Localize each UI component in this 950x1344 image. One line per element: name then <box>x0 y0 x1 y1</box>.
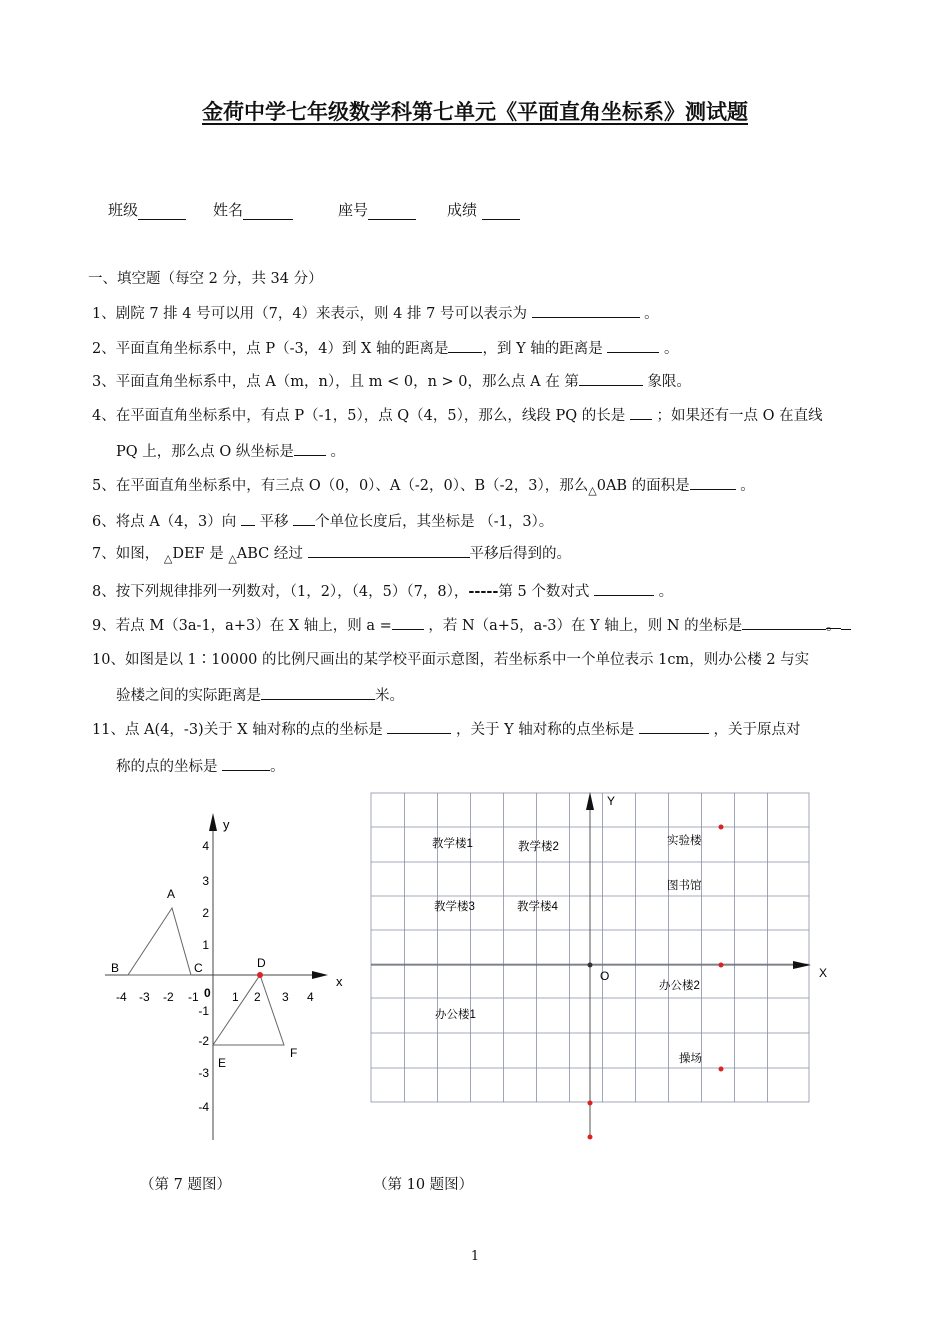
page-number: 1 <box>470 1249 480 1264</box>
office2-marker <box>719 963 724 968</box>
x-axis-label: X <box>819 966 828 980</box>
y-tick-label: 4 <box>202 839 209 853</box>
triangle-icon: △ <box>163 552 173 565</box>
figure-7-caption: （第 7 题图） <box>140 1177 231 1193</box>
y-tick-label: -2 <box>198 1034 209 1048</box>
answer-blank[interactable] <box>607 338 659 353</box>
answer-blank[interactable] <box>630 405 652 420</box>
y-axis-label: Y <box>607 794 616 808</box>
y-axis-marker <box>588 1135 593 1140</box>
class-field[interactable] <box>108 199 186 220</box>
question-2: 2、平面直角坐标系中，点 P（-3，4）到 X 轴的距离是 ，到 Y 轴的距离是 。 <box>92 337 679 358</box>
point-b-label: B <box>111 961 120 975</box>
section-heading: 一、填空题（每空 2 分，共 34 分） <box>88 271 323 287</box>
point-d-label: D <box>257 956 266 970</box>
y-axis-arrow-icon <box>209 813 217 831</box>
y-tick-label: 2 <box>202 906 209 920</box>
seat-label: 座号 <box>338 201 369 219</box>
question-3: 3、平面直角坐标系中，点 A（m，n），且 m < 0，n > 0，那么点 A 在 第 象限。 <box>92 370 691 391</box>
question-4-cont: PQ 上，那么点 O 纵坐标是 。 <box>116 440 345 461</box>
triangle-def <box>213 975 284 1045</box>
answer-blank[interactable] <box>261 685 375 700</box>
x-tick-label: 4 <box>307 990 314 1004</box>
answer-blank[interactable] <box>392 615 424 630</box>
seat-field[interactable] <box>338 199 416 220</box>
origin-label: O <box>600 969 610 983</box>
x-tick-label: 3 <box>282 990 289 1004</box>
y-axis-arrow-icon <box>586 792 594 810</box>
x-tick-label: -3 <box>139 990 150 1004</box>
point-e-label: E <box>218 1056 227 1070</box>
question-4: 4、在平面直角坐标系中，有点 P（-1，5），点 Q（4，5），那么，线段 PQ 的长是 ；如果还有一点 O 在直线 <box>92 404 823 425</box>
score-field[interactable] <box>447 199 520 220</box>
y-tick-label: 3 <box>202 874 209 888</box>
x-tick-label: -1 <box>188 990 199 1004</box>
page-title: 金荷中学七年级数学科第七单元《平面直角坐标系》测试题 <box>202 99 748 124</box>
seat-blank[interactable] <box>368 203 416 220</box>
point-d-marker <box>257 972 263 978</box>
name-field[interactable] <box>213 199 293 220</box>
question-6: 6、将点 A（4，3）向 平移 个单位长度后，其坐标是 （-1，3）。 <box>92 510 553 531</box>
y-axis-marker <box>588 1101 593 1106</box>
x-axis-arrow-icon <box>793 961 811 969</box>
y-tick-label: -4 <box>198 1100 209 1114</box>
x-tick-label: 2 <box>254 990 261 1004</box>
point-c-label: C <box>194 961 203 975</box>
playground-marker <box>719 1067 724 1072</box>
figure-10-caption: （第 10 题图） <box>373 1177 474 1193</box>
y-axis-label: y <box>223 817 230 832</box>
building-label: 图书馆 <box>667 880 702 892</box>
answer-blank[interactable] <box>742 615 826 630</box>
building-label: 教学楼2 <box>518 841 559 853</box>
origin-marker <box>588 963 593 968</box>
x-tick-labels <box>116 986 314 1004</box>
name-blank[interactable] <box>243 203 293 220</box>
answer-blank[interactable] <box>448 338 482 353</box>
answer-blank[interactable] <box>294 441 326 456</box>
y-tick-label: 1 <box>202 938 209 952</box>
building-label: 办公楼2 <box>659 980 700 992</box>
x-tick-label: -2 <box>163 990 174 1004</box>
building-label: 操场 <box>679 1053 702 1065</box>
y-tick-labels <box>198 839 209 1114</box>
question-1: 1、剧院 7 排 4 号可以用（7，4）来表示，则 4 排 7 号可以表示为 。 <box>92 302 659 323</box>
answer-blank[interactable] <box>293 511 315 526</box>
x-tick-label: -4 <box>116 990 127 1004</box>
answer-blank[interactable] <box>387 719 451 734</box>
building-labels <box>432 833 702 1065</box>
x-tick-label: 1 <box>232 990 239 1004</box>
x-axis-label: x <box>336 974 343 989</box>
building-label: 教学楼1 <box>432 838 473 850</box>
question-8: 8、按下列规律排列一列数对，（1，2），（4，5）（7，8），-----第 5 个数对式 。 <box>92 580 673 601</box>
origin-label: 0 <box>204 986 211 1000</box>
answer-blank[interactable] <box>639 719 709 734</box>
answer-blank[interactable] <box>532 303 640 318</box>
building-label: 实验楼 <box>667 835 702 847</box>
question-11-cont: 称的点的坐标是 。 <box>116 755 285 776</box>
triangle-icon: △ <box>228 552 237 565</box>
building-label: 办公楼1 <box>435 1009 476 1021</box>
y-tick-label: -1 <box>198 1004 209 1018</box>
class-blank[interactable] <box>138 203 186 220</box>
question-5: 5、在平面直角坐标系中，有三点 O（0，0）、A（-2，0）、B（-2，3），那么△0AB 的面积是 。 <box>92 474 755 495</box>
x-axis-arrow-icon <box>312 971 328 979</box>
lab-marker <box>719 825 724 830</box>
building-label: 教学楼3 <box>434 901 475 913</box>
question-11: 11、点 A(4，-3)关于 X 轴对称的点的坐标是 ，关于 Y 轴对称的点坐标是 ，关于原点对 <box>92 718 800 739</box>
answer-blank[interactable] <box>690 475 736 490</box>
answer-blank[interactable] <box>579 371 643 386</box>
answer-blank[interactable] <box>594 581 654 596</box>
answer-blank[interactable] <box>308 543 470 558</box>
question-10: 10、如图是以 1∶10000 的比例尺画出的某学校平面示意图，若坐标系中一个单位表示 1cm，则办公楼 2 与实 <box>92 652 810 668</box>
building-label: 教学楼4 <box>517 901 558 913</box>
y-tick-label: -3 <box>198 1066 209 1080</box>
answer-blank[interactable] <box>241 511 255 526</box>
question-7: 7、如图， △DEF 是 △ABC 经过 平移后得到的。 <box>92 542 571 563</box>
figure-10-school-map <box>365 788 835 1143</box>
class-label: 班级 <box>108 201 139 219</box>
question-10-cont: 验楼之间的实际距离是 米。 <box>116 684 404 705</box>
score-label: 成绩 <box>447 201 478 219</box>
point-f-label: F <box>290 1046 298 1060</box>
name-label: 姓名 <box>213 201 244 219</box>
answer-blank[interactable] <box>222 756 270 771</box>
point-a-label: A <box>167 887 176 901</box>
triangle-icon: △ <box>588 484 597 497</box>
question-9: 9、若点 M（3a-1，a+3）在 X 轴上，则 a = ，若 N（a+5，a-3）在 Y 轴上，则 N 的坐标是 。 <box>92 614 851 635</box>
score-blank[interactable] <box>482 203 520 220</box>
figure-7-coordinate-plane <box>100 805 350 1150</box>
triangle-abc <box>128 908 191 975</box>
